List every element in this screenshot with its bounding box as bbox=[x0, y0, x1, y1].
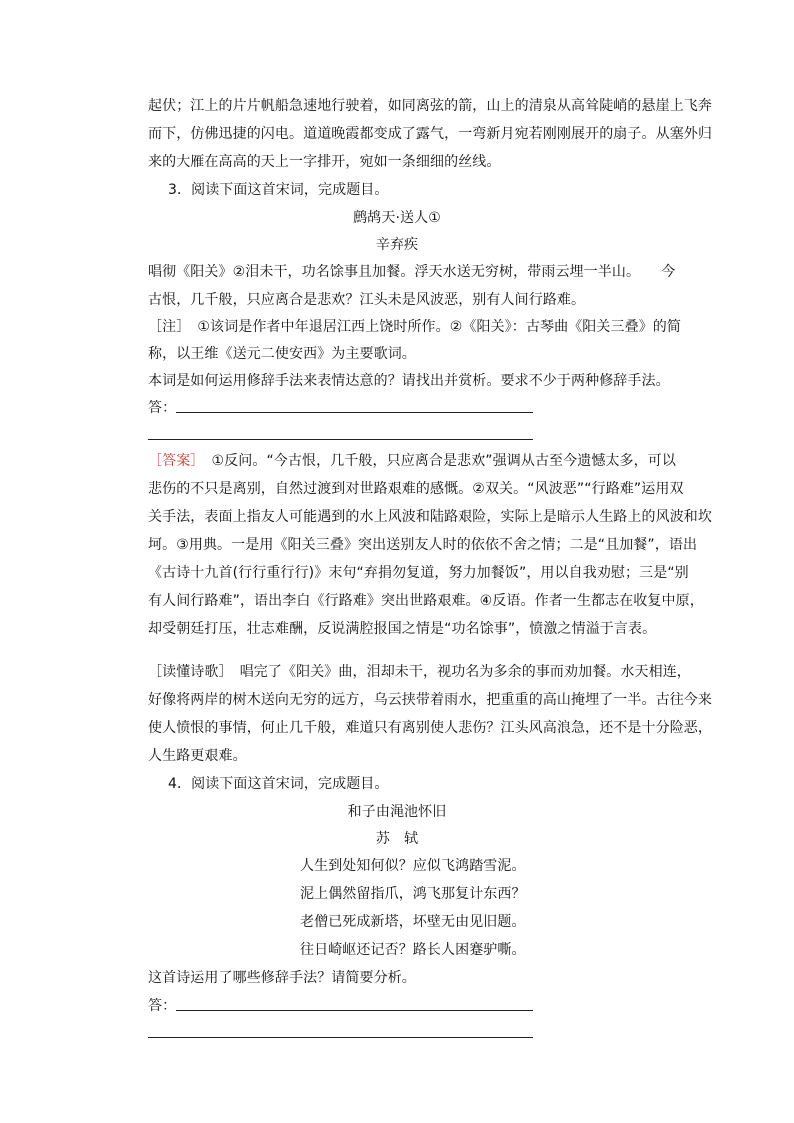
q3-note-line-1: ［注］ ①该词是作者中年退居江西上饶时所作。②《阳关》：古琴曲《阳关三叠》的简 bbox=[148, 319, 681, 335]
q4-answer-label: 答： bbox=[148, 998, 177, 1014]
q3-note-line-2: 称，以王维《送元二使安西》为主要歌词。 bbox=[148, 346, 416, 362]
q4-prompt: 4．阅读下面这首宋词，完成题目。 bbox=[168, 776, 389, 792]
q3-answer-line-row-1 bbox=[148, 451, 676, 471]
q4-poem-title: 和子由渑池怀旧 bbox=[347, 804, 447, 820]
intro-line-2: 而下，仿佛迅捷的闪电。道道晚霞都变成了露气，一弯新月宛若刚刚展开的扇子。从塞外归 bbox=[148, 126, 712, 142]
q4-poem-line-4: 往日崎岖还记否？路长人困蹇驴嘶。 bbox=[300, 942, 526, 958]
answer-text-6: 有人间行路难”，语出李白《行路难》突出世路艰难。④反语。作者一生都志在收复中原， bbox=[148, 593, 704, 609]
answer-text-5: 《古诗十九首(行行重行行)》末句“弃捐勿复道，努力加餐饭”，用以自我劝慰；三是“别 bbox=[148, 565, 689, 581]
reading-line-3: 使人愤恨的事情，何止几千般，难道只有离别使人悲伤？江头风高浪急，还不是十分险恶， bbox=[148, 720, 712, 736]
answer-text-4: 坷。③用典。一是用《阳关三叠》突出送别友人时的依依不舍之情；二是“且加餐”，语出 bbox=[148, 537, 698, 553]
intro-line-3: 来的大雁在高高的天上一字排开，宛如一条细细的丝线。 bbox=[148, 154, 501, 170]
reading-line-1: ［读懂诗歌］ 唱完了《阳关》曲，泪却未干，视功名为多余的事而劝加餐。水天相连， bbox=[148, 664, 691, 680]
q4-poem-line-3: 老僧已死成新塔，坏壁无由见旧题。 bbox=[300, 914, 526, 930]
intro-line-1: 起伏；江上的片片帆船急速地行驶着，如同离弦的箭，山上的清泉从高耸陡峭的悬崖上飞奔 bbox=[148, 98, 712, 114]
q3-answer-line-1[interactable] bbox=[176, 412, 533, 413]
q3-question: 本词是如何运用修辞手法来表情达意的？请找出并赏析。要求不少于两种修辞手法。 bbox=[148, 373, 670, 389]
answer-text-3: 关手法，表面上指友人可能遇到的水上风波和陆路艰险，实际上是暗示人生路上的风波和坎 bbox=[148, 509, 712, 525]
q3-poem-line-2: 古恨，几千般，只应离合是悲欢？江头未是风波恶，别有人间行路难。 bbox=[148, 292, 586, 308]
reading-line-4: 人生路更艰难。 bbox=[148, 748, 247, 764]
answer-text-1: ①反问。“今古恨，几千般，只应离合是悲欢”强调从古至今遗憾太多，可以 bbox=[197, 453, 676, 469]
q3-answer-line-2[interactable] bbox=[148, 439, 533, 440]
q4-poem-line-1: 人生到处知何似？应似飞鸿踏雪泥。 bbox=[300, 858, 526, 874]
q4-question: 这首诗运用了哪些修辞手法？请简要分析。 bbox=[148, 970, 416, 986]
q4-answer-line-2[interactable] bbox=[148, 1037, 533, 1038]
q3-prompt: 3．阅读下面这首宋词，完成题目。 bbox=[168, 182, 389, 198]
q3-poem-line-1: 唱彻《阳关》②泪未干，功名馀事且加餐。浮天水送无穷树，带雨云埋一半山。 今 bbox=[148, 264, 676, 280]
answer-text-7: 却受朝廷打压，壮志难酬，反说满腔报国之情是“功名馀事”，愤激之情溢于言表。 bbox=[148, 621, 657, 637]
q3-answer-label: 答： bbox=[148, 400, 177, 416]
answer-tag: ［答案］ bbox=[148, 453, 198, 469]
reading-line-2: 好像将两岸的树木送向无穷的远方，乌云挟带着雨水，把重重的高山掩埋了一半。古往今来 bbox=[148, 692, 712, 708]
q4-poem-line-2: 泥上偶然留指爪，鸿飞那复计东西？ bbox=[300, 886, 526, 902]
q3-poem-author: 辛弃疾 bbox=[375, 237, 419, 253]
q3-poem-title: 鹧鸪天·送人① bbox=[353, 210, 441, 226]
q4-poem-author: 苏 轼 bbox=[375, 831, 419, 847]
answer-text-2: 悲伤的不只是离别，自然过渡到对世路艰难的感慨。②双关。“风波恶”“行路难”运用双 bbox=[148, 481, 684, 497]
q4-answer-line-1[interactable] bbox=[176, 1010, 533, 1011]
